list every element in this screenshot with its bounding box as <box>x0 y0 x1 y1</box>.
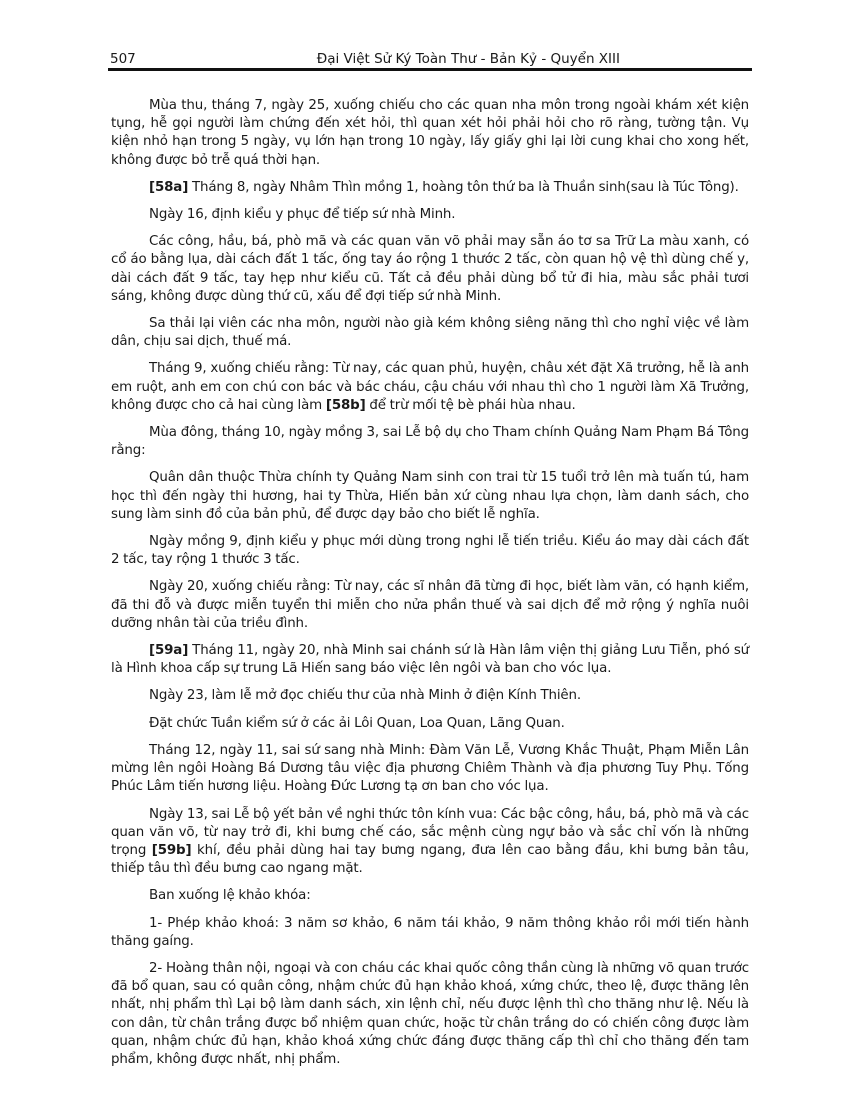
paragraph <box>111 233 749 306</box>
paragraph <box>111 360 749 415</box>
paragraph-text: Ngày 23, làm lễ mở đọc chiếu thư của nhà Minh ở điện Kính Thiên. <box>149 688 581 704</box>
paragraph <box>111 806 749 879</box>
paragraph-text: Ngày mồng 9, định kiểu y phục mới dùng trong nghi lễ tiến triều. Kiểu áo may dài cách đất 2 tấc, tay rộng 1 thước 3 tấc. <box>111 534 749 568</box>
paragraph <box>111 315 749 351</box>
paragraph <box>111 960 749 1069</box>
paragraph <box>111 715 749 733</box>
paragraph <box>111 424 749 460</box>
paragraph-text: 2- Hoàng thân nội, ngoại và con cháu các khai quốc công thần cùng là những võ quan trước đã bổ quan, sau có quân công, nhậm chức đủ hạn khảo khoá, xứng chức, theo lệ, được thăng lên nhất, nhị phẩm thì Lại bộ làm danh sách, xin lệnh chỉ, nếu được lệnh thì cho thăng như lệ. Nếu là con dân, từ chân trắng được bổ nhiệm quan chức, hoặc từ chân trắng do có chiến công được làm quan, nhậm chức đủ hạn, khảo khoá xứng chức đáng được thăng cấp thì chỉ cho thăng đến tam phẩm, không được nhất, nhị phẩm. <box>111 960 749 1067</box>
paragraph-text: 1- Phép khảo khoá: 3 năm sơ khảo, 6 năm tái khảo, 9 năm thông khảo rồi mới tiến hành thăng gaíng. <box>111 915 749 949</box>
paragraph-text-continued: khí, đều phải dùng hai tay bưng ngang, đưa lên cao bằng đầu, khi bưng bản tâu, thiếp tâu thì đều bưng cao ngang mặt. <box>111 842 749 877</box>
paragraph <box>111 97 749 170</box>
paragraph-text: Ngày 20, xuống chiếu rằng: Từ nay, các sĩ nhân đã từng đi học, biết làm văn, có hạnh kiểm, đã thi đỗ và được miễn tuyển thi miễn cho nửa phần thuế và sai dịch để mở rộng ý nghĩa nuôi dưỡng nhân tài của triều đình. <box>111 579 749 631</box>
folio-marker: [58b] <box>325 397 366 413</box>
paragraph-text: Tháng 9, xuống chiếu rằng: Từ nay, các quan phủ, huyện, châu xét đặt Xã trưởng, hễ là anh em ruột, anh em con chú con bác và bác cháu, cậu cháu với nhau thì cho 1 người làm Xã Trưởng, không được cho cả hai cùng làm <box>111 361 749 413</box>
folio-marker: [59a] <box>149 643 189 659</box>
paragraph-text: Ban xuống lệ khảo khóa: <box>149 888 311 904</box>
paragraph <box>111 533 749 569</box>
running-title: Đại Việt Sử Ký Toàn Thư - Bản Kỷ - Quyển XIII <box>316 51 620 67</box>
paragraph <box>111 915 749 951</box>
paragraph <box>111 578 749 633</box>
paragraph <box>111 206 749 224</box>
folio-marker: [58a] <box>149 179 189 195</box>
paragraph <box>111 469 749 524</box>
paragraph-text: Tháng 8, ngày Nhâm Thìn mồng 1, hoàng tôn thứ ba là Thuần sinh(sau là Túc Tông). <box>188 179 739 195</box>
document-body <box>111 97 749 1078</box>
paragraph-text-continued: để trừ mối tệ bè phái hùa nhau. <box>365 397 576 413</box>
paragraph <box>111 887 749 905</box>
paragraph <box>111 687 749 705</box>
paragraph-text: Mùa đông, tháng 10, ngày mồng 3, sai Lễ bộ dụ cho Tham chính Quảng Nam Phạm Bá Tông rằng: <box>111 425 749 459</box>
paragraph-text: Sa thải lại viên các nha môn, người nào già kém không siêng năng thì cho nghỉ việc về làm dân, chịu sai dịch, thuế má. <box>111 316 749 350</box>
paragraph <box>111 742 749 797</box>
paragraph-text: Tháng 12, ngày 11, sai sứ sang nhà Minh: Đàm Văn Lễ, Vương Khắc Thuật, Phạm Miễn Lân mừng lên ngôi Hoàng Bá Dương tâu việc địa phương Chiêm Thành và địa phương Tuy Phụ. Tống Phúc Lâm tiến hương liệu. Hoàng Đức Lương tạ ơn ban cho vóc lụa. <box>111 742 749 795</box>
paragraph-text: Ngày 16, định kiểu y phục để tiếp sứ nhà Minh. <box>149 207 456 223</box>
paragraph-text: Các công, hầu, bá, phò mã và các quan văn võ phải may sẵn áo tơ sa Trữ La màu xanh, có cổ áo bằng lụa, dài cách đất 1 tấc, ống tay áo rộng 1 thước 2 tấc, còn quan hộ vệ thì dùng chế y, dài cách đất 9 tấc, tay hẹp như kiểu cũ. Tất cả đều phải dùng bổ tử đi hia, màu sắc phải tươi sáng, không được dùng thứ cũ, xấu để đợi tiếp sứ nhà Minh. <box>111 234 749 304</box>
page-number: 507 <box>110 51 136 67</box>
paragraph-text: Tháng 11, ngày 20, nhà Minh sai chánh sứ là Hàn lâm viện thị giảng Lưu Tiễn, phó sứ là Hình khoa cấp sự trung Lã Hiến sang báo việc lên ngôi và ban cho vóc lụa. <box>111 643 749 677</box>
paragraph-text: Mùa thu, tháng 7, ngày 25, xuống chiếu cho các quan nha môn trong ngoài khám xét kiện tụng, hễ gọi người làm chứng đến xét hỏi, thì quan xét hỏi phải hỏi cho rõ ràng, tường tận. Vụ kiện nhỏ hạn trong 5 ngày, vụ lớn hạn trong 10 ngày, lấy giấy ghi lại lời cung khai cho xong hết, không được bỏ trễ quá thời hạn. <box>111 98 749 168</box>
paragraph <box>111 642 749 678</box>
page-header <box>108 49 752 69</box>
paragraph <box>111 179 749 197</box>
paragraph-text: Đặt chức Tuần kiểm sứ ở các ải Lôi Quan, Loa Quan, Lãng Quan. <box>149 715 565 731</box>
paragraph-text: Quân dân thuộc Thừa chính ty Quảng Nam sinh con trai từ 15 tuổi trở lên mà tuấn tú, ham học thì đến ngày thi hương, hai ty Thừa, Hiến bản xứ cùng nhau lựa chọn, làm danh sách, cho sung làm sinh đồ của bản phủ, để được dạy bảo cho biết lễ nghĩa. <box>111 470 749 522</box>
paragraph-text: Ngày 13, sai Lễ bộ yết bản về nghi thức tôn kính vua: Các bậc công, hầu, bá, phò mã và các quan văn võ, từ nay trở đi, khi bưng chế cáo, sắc mệnh cùng ngự bảo và sắc chỉ vốn là những trọng <box>111 806 749 858</box>
header-rule <box>108 68 752 71</box>
folio-marker: [59b] <box>151 842 192 858</box>
